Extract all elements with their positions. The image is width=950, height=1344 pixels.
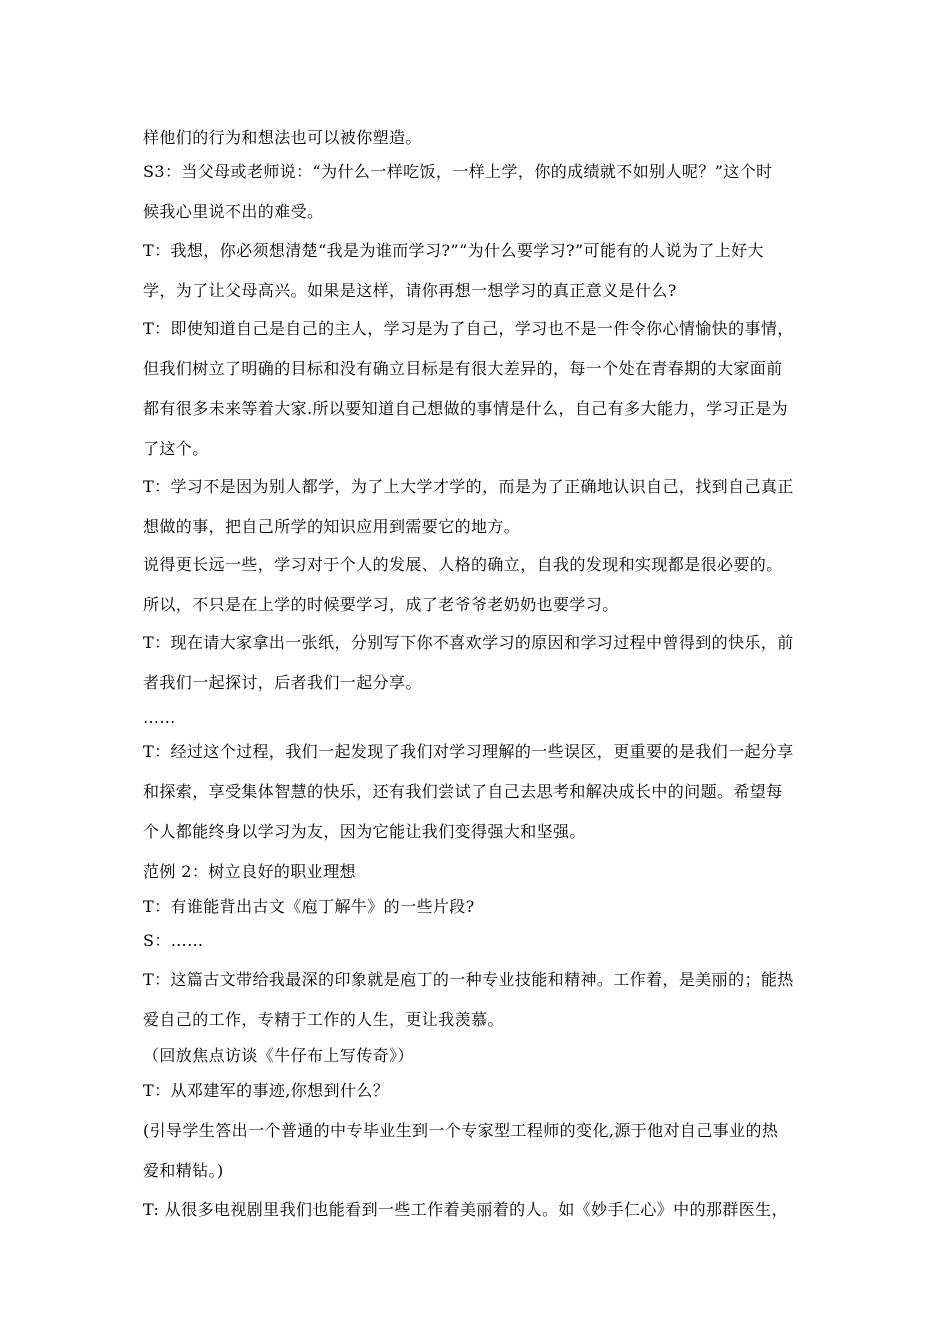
text-line: T：我想，你必须想清楚“我是为谁而学习?”“为什么要学习?”可能有的人说为了上好大 (143, 241, 764, 260)
paragraph (143, 960, 808, 1040)
text-line: 和探索，享受集体智慧的快乐，还有我们尝试了自己去思考和解决成长中的问题。希望每 (143, 782, 783, 801)
text-line: （回放焦点访谈《牛仔布上写传奇》） (143, 1046, 414, 1065)
text-line: 爱自己的工作，专精于工作的人生，更让我羡慕。 (143, 1010, 504, 1029)
text-line: T：即使知道自己是自己的主人，学习是为了自己，学习也不是一件令你心情愉快的事情， (143, 319, 794, 338)
paragraph (143, 921, 808, 961)
text-line: T：从邓建军的事迹,你想到什么？ (143, 1081, 390, 1100)
text-line: 者我们一起探讨，后者我们一起分享。 (143, 673, 422, 692)
text-line: T：这篇古文带给我最深的印象就是庖丁的一种专业技能和精神。工作着，是美丽的；能热 (143, 970, 794, 989)
text-line: …… (143, 708, 176, 727)
paragraph (143, 545, 808, 625)
text-line: T: 从很多电视剧里我们也能看到一些工作着美丽着的人。如《妙手仁心》中的那群医生， (143, 1200, 788, 1219)
text-line: T：有谁能背出古文《庖丁解牛》的一些片段? (143, 897, 475, 916)
text-line: 所以，不只是在上学的时候要学习，成了老爷爷老奶奶也要学习。 (143, 595, 619, 614)
paragraph (143, 231, 808, 311)
text-line: 但我们树立了明确的目标和没有确立目标是有很大差异的，每一个处在青春期的大家面前 (143, 359, 783, 378)
text-line: 说得更长远一些，学习对于个人的发展、人格的确立，自我的发现和实现都是很必要的。 (143, 555, 783, 574)
text-line: S：…… (143, 931, 204, 950)
text-line: 爱和精钻。) (143, 1161, 224, 1180)
text-line: 学，为了让父母高兴。如果是这样，请你再想一想学习的真正意义是什么? (143, 281, 677, 300)
section-heading: 范例 2：树立良好的职业理想 (143, 862, 356, 881)
text-line: 都有很多未来等着大家.所以要知道自己想做的事情是什么，自己有多大能力，学习正是为 (143, 399, 789, 418)
text-line: (引导学生答出一个普通的中专毕业生到一个专家型工程师的变化,源于他对自己事业的热 (143, 1121, 779, 1140)
text-line: T：学习不是因为别人都学，为了上大学才学的，而是为了正确地认识自己，找到自己真正 (143, 477, 794, 496)
paragraph (143, 1190, 808, 1230)
paragraph (143, 1071, 808, 1111)
text-line: 想做的事，把自己所学的知识应用到需要它的地方。 (143, 517, 521, 536)
paragraph (143, 852, 808, 892)
text-line: T：现在请大家拿出一张纸，分别写下你不喜欢学习的原因和学习过程中曾得到的快乐，前 (143, 633, 794, 652)
text-line: 候我心里说不出的难受。 (143, 202, 324, 221)
text-line: S3：当父母或老师说：“为什么一样吃饭，一样上学，你的成绩就不如别人呢？”这个时 (143, 162, 773, 181)
paragraph (143, 152, 808, 232)
paragraph (143, 732, 808, 852)
text-line: 个人都能终身以学习为友，因为它能让我们变得强大和坚强。 (143, 822, 586, 841)
text-line: 样他们的行为和想法也可以被你塑造。 (143, 128, 422, 147)
paragraph (143, 1036, 808, 1076)
text-line: T：经过这个过程，我们一起发现了我们对学习理解的一些误区，更重要的是我们一起分享 (143, 742, 794, 761)
text-line: 了这个。 (143, 439, 209, 458)
paragraph (143, 623, 808, 703)
paragraph (143, 309, 808, 469)
paragraph (143, 467, 808, 547)
paragraph (143, 1111, 808, 1191)
